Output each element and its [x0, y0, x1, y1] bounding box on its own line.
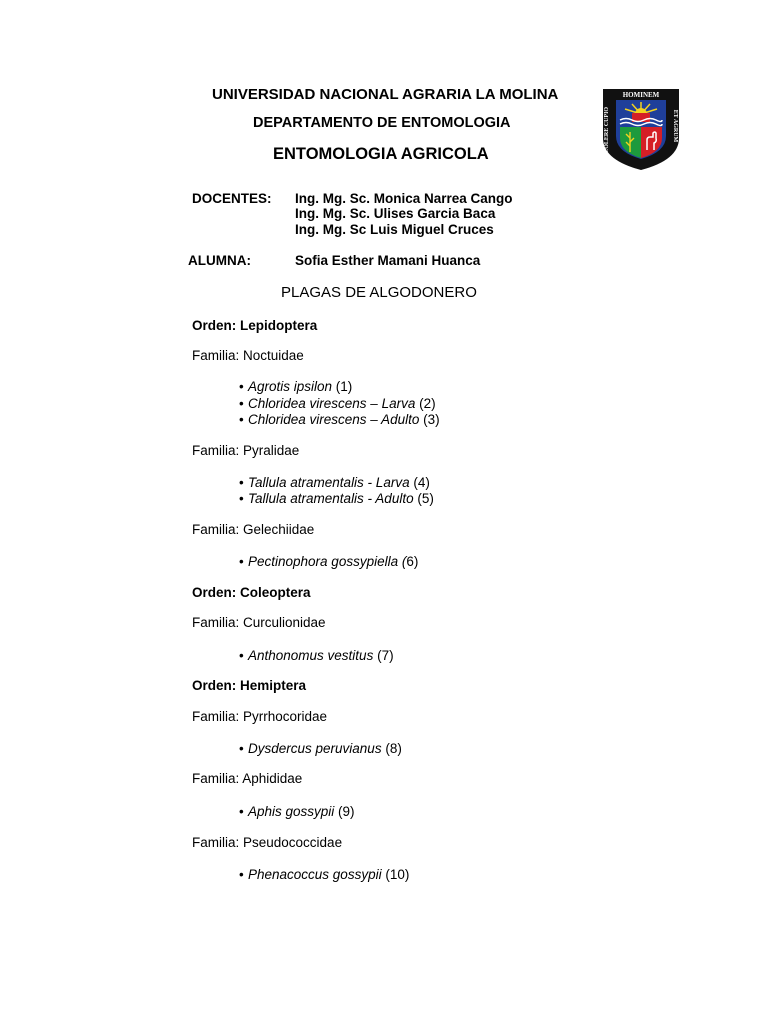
- bullet-icon: •: [239, 648, 244, 663]
- bullet-icon: •: [239, 475, 244, 490]
- department-title: DEPARTAMENTO DE ENTOMOLOGIA: [253, 115, 511, 131]
- bullet-icon: •: [239, 379, 244, 394]
- family-heading: Familia: Gelechiidae: [192, 522, 315, 537]
- svg-text:HOMINEM: HOMINEM: [622, 91, 660, 99]
- docente-name: Ing. Mg. Sc. Monica Narrea Cango: [295, 191, 513, 206]
- docentes-label: DOCENTES:: [192, 191, 272, 206]
- svg-text:COLERE CUPIO: COLERE CUPIO: [604, 106, 610, 154]
- pest-item: • Dysdercus peruvianus (8): [239, 741, 402, 756]
- pest-item: • Agrotis ipsilon (1): [239, 379, 353, 394]
- bullet-icon: •: [239, 396, 244, 411]
- docente-name: Ing. Mg. Sc. Ulises Garcia Baca: [295, 206, 496, 221]
- pest-item: • Phenacoccus gossypii (10): [239, 867, 410, 882]
- section-title: PLAGAS DE ALGODONERO: [281, 284, 477, 301]
- pest-item: • Chloridea virescens – Larva (2): [239, 396, 436, 411]
- bullet-icon: •: [239, 741, 244, 756]
- pest-item: • Pectinophora gossypiella (6): [239, 554, 419, 569]
- family-heading: Familia: Pseudococcidae: [192, 835, 343, 850]
- bullet-icon: •: [239, 412, 244, 427]
- bullet-icon: •: [239, 804, 244, 819]
- order-heading: Orden: Coleoptera: [192, 585, 311, 600]
- pest-item: • Chloridea virescens – Adulto (3): [239, 412, 440, 427]
- pest-item: • Anthonomus vestitus (7): [239, 648, 394, 663]
- family-heading: Familia: Pyralidae: [192, 443, 300, 458]
- alumna-label: ALUMNA:: [188, 253, 251, 268]
- order-heading: Orden: Lepidoptera: [192, 318, 318, 333]
- pest-item: • Aphis gossypii (9): [239, 804, 355, 819]
- svg-text:ET AGRUM: ET AGRUM: [672, 109, 678, 143]
- family-heading: Familia: Pyrrhocoridae: [192, 709, 328, 724]
- pest-item: • Tallula atramentalis - Adulto (5): [239, 491, 434, 506]
- family-heading: Familia: Curculionidae: [192, 615, 326, 630]
- university-title: UNIVERSIDAD NACIONAL AGRARIA LA MOLINA: [212, 86, 559, 103]
- course-title: ENTOMOLOGIA AGRICOLA: [273, 145, 489, 163]
- university-crest-logo-icon: [600, 86, 682, 172]
- family-heading: Familia: Noctuidae: [192, 348, 304, 363]
- family-heading: Familia: Aphididae: [192, 771, 303, 786]
- docente-name: Ing. Mg. Sc Luis Miguel Cruces: [295, 222, 494, 237]
- alumna-name: Sofia Esther Mamani Huanca: [295, 253, 481, 268]
- bullet-icon: •: [239, 867, 244, 882]
- order-heading: Orden: Hemiptera: [192, 678, 307, 693]
- bullet-icon: •: [239, 554, 244, 569]
- pest-item: • Tallula atramentalis - Larva (4): [239, 475, 430, 490]
- bullet-icon: •: [239, 491, 244, 506]
